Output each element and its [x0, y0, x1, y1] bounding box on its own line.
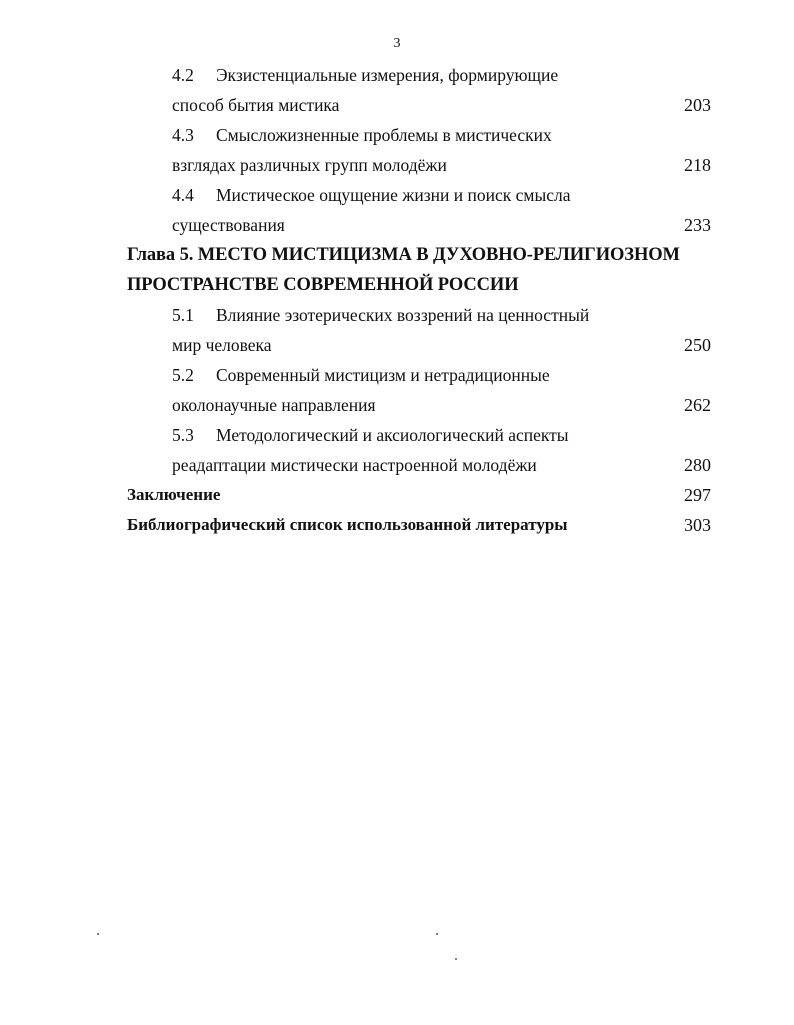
toc-entry-4-2-cont [0, 90, 794, 120]
page-ref: 218 [684, 155, 711, 175]
toc-entry-5-3 [0, 420, 794, 450]
toc-entry-4-2 [0, 60, 794, 90]
page-ref: 280 [684, 455, 711, 475]
toc-entry-4-3-cont [0, 150, 794, 180]
chapter-title: Глава 5. МЕСТО МИСТИЦИЗМА В ДУХОВНО-РЕЛИГИОЗНОМ [127, 245, 680, 265]
section-number: 4.3 [172, 125, 194, 145]
table-of-contents [0, 60, 794, 540]
page-number: 3 [393, 36, 401, 51]
section-title: Смысложизненные проблемы в мистических [216, 125, 552, 145]
section-number: 5.3 [172, 425, 194, 445]
section-number: 5.1 [172, 305, 194, 325]
toc-entry-5-1-cont [0, 330, 794, 360]
toc-entry-4-4 [0, 180, 794, 210]
toc-entry-5-2 [0, 360, 794, 390]
section-title: Мистическое ощущение жизни и поиск смысла [216, 185, 571, 205]
conclusion-title: Заключение [127, 485, 221, 504]
bibliography-title: Библиографический список использованной литературы [127, 515, 568, 534]
toc-entry-5-2-cont [0, 390, 794, 420]
section-title-continued: реадаптации мистически настроенной молодёжи [172, 455, 537, 475]
section-title-continued: способ бытия мистика [172, 95, 340, 115]
section-title-continued: существования [172, 215, 285, 235]
toc-bibliography [0, 510, 794, 540]
chapter-title-continued: ПРОСТРАНСТВЕ СОВРЕМЕННОЙ РОССИИ [127, 275, 519, 295]
toc-conclusion [0, 480, 794, 510]
section-number: 4.2 [172, 65, 194, 85]
page-ref: 297 [684, 485, 711, 505]
page-ref: 303 [684, 515, 711, 535]
toc-entry-5-3-cont [0, 450, 794, 480]
page-ref: 203 [684, 95, 711, 115]
page-ref: 250 [684, 335, 711, 355]
toc-entry-5-1 [0, 300, 794, 330]
toc-chapter-5 [0, 240, 794, 270]
section-number: 4.4 [172, 185, 194, 205]
page-ref: 262 [684, 395, 711, 415]
scan-speck [97, 933, 99, 935]
section-title: Современный мистицизм и нетрадиционные [216, 365, 550, 385]
section-title-continued: околонаучные направления [172, 395, 376, 415]
section-title: Влияние эзотерических воззрений на ценностный [216, 305, 590, 325]
section-title-continued: взглядах различных групп молодёжи [172, 155, 447, 175]
section-title: Методологический и аксиологический аспекты [216, 425, 569, 445]
section-title: Экзистенциальные измерения, формирующие [216, 65, 559, 85]
section-title-continued: мир человека [172, 335, 272, 355]
scan-speck [455, 958, 457, 960]
toc-entry-4-3 [0, 120, 794, 150]
toc-entry-4-4-cont [0, 210, 794, 240]
toc-chapter-5-cont [0, 270, 794, 300]
page-ref: 233 [684, 215, 711, 235]
section-number: 5.2 [172, 365, 194, 385]
scan-speck [436, 933, 438, 935]
